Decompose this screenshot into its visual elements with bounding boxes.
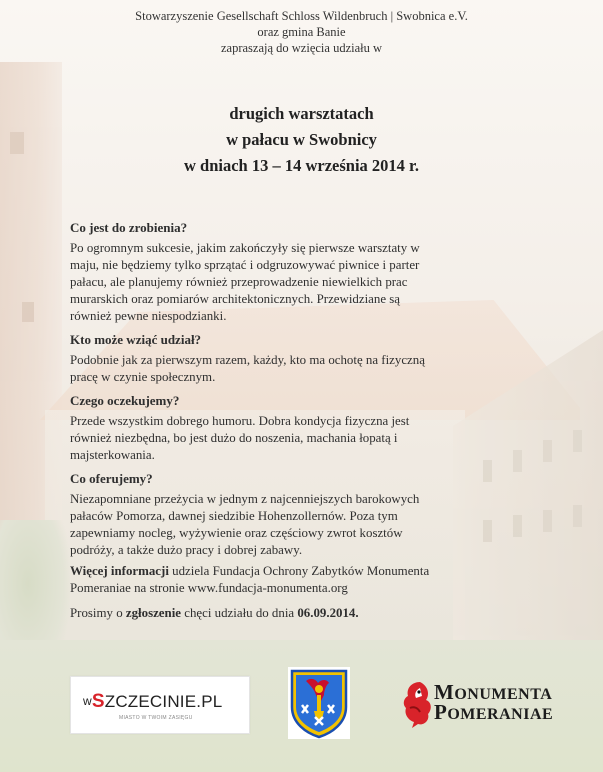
wszczecinie-rest: ZCZECINIE.PL xyxy=(104,692,223,711)
section-text xyxy=(70,352,518,386)
text-line: Po ogromnym sukcesie, jakim zakończyły się pierwsze warsztaty w xyxy=(70,241,420,255)
pomeraniae-cap: P xyxy=(434,700,448,724)
text-line: majsterkowania. xyxy=(70,448,155,462)
wszczecinie-prefix: w xyxy=(83,694,92,708)
section-heading: Kto może wziąć udział? xyxy=(70,332,202,347)
monumenta-pomeraniae-logo xyxy=(400,678,570,732)
registration-note xyxy=(70,605,518,622)
event-location-line: w pałacu w Swobnicy xyxy=(226,130,377,149)
section-heading: Co jest do zrobienia? xyxy=(70,220,188,235)
text-line: również pewne niespodzianki. xyxy=(70,309,227,323)
more-info xyxy=(70,563,518,597)
registration-deadline: 06.09.2014 xyxy=(297,606,356,620)
section-offer xyxy=(70,470,518,559)
section-text xyxy=(70,413,518,464)
section-text xyxy=(70,491,518,559)
section-todo xyxy=(70,219,518,325)
event-title-line: drugich warsztatach xyxy=(229,104,374,123)
section-heading: Co oferujemy? xyxy=(70,471,153,486)
section-heading: Czego oczekujemy? xyxy=(70,393,180,408)
text-line: pracę w czynie społecznym. xyxy=(70,370,216,384)
registration-prefix: Prosimy o xyxy=(70,606,126,620)
wszczecinie-s: S xyxy=(91,691,105,712)
text-line: zapewniamy nocleg, wyżywienie oraz częściowy zwrot kosztów xyxy=(70,526,403,540)
text-line: murarskich oraz pomiarów architektonicznych. Przewidziane są xyxy=(70,292,401,306)
section-expectations xyxy=(70,392,518,464)
text-line: Niezapomniane przeżycia w jednym z najcenniejszych barokowych xyxy=(70,492,420,506)
more-info-bold: Więcej informacji xyxy=(70,564,169,578)
event-title xyxy=(0,101,603,179)
wszczecinie-tagline: MIASTO W TWOIM ZASIĘGU xyxy=(119,715,193,721)
event-date-line: w dniach 13 – 14 września 2014 r. xyxy=(184,156,419,175)
griffin-icon xyxy=(400,678,434,730)
text-line: Przede wszystkim dobrego humoru. Dobra kondycja fizyczna jest xyxy=(70,414,410,428)
text-line: maju, nie będziemy tylko sprzątać i odgruzowywać piwnice i parter xyxy=(70,258,420,272)
text-line: pałaców Pomorza, dawnej siedzibie Hohenzollernów. Poza tym xyxy=(70,509,398,523)
registration-suffix: . xyxy=(355,606,359,620)
monumenta-cap: M xyxy=(434,680,455,704)
more-info-line xyxy=(70,563,518,580)
wszczecinie-wordmark xyxy=(83,691,222,713)
monumenta-rest: ONUMENTA xyxy=(454,686,553,703)
co-organizer-line: oraz gmina Banie xyxy=(257,25,346,39)
pomeraniae-rest: OMERANIAE xyxy=(447,706,554,723)
pomeraniae-word xyxy=(434,700,553,725)
wszczecinie-logo xyxy=(70,676,250,734)
coat-of-arms-icon xyxy=(288,667,350,739)
more-info-text: udziela Fundacja Ochrony Zabytków Monumenta xyxy=(168,564,430,578)
more-info-website: Pomeraniae na stronie www.fundacja-monumenta.org xyxy=(70,581,348,595)
section-text xyxy=(70,240,518,325)
text-line: również niezbędna, bo jest dużo do noszenia, machania łopatą i xyxy=(70,431,398,445)
organizer-line: Stowarzyszenie Gesellschaft Schloss Wildenbruch | Swobnica e.V. xyxy=(135,9,468,23)
text-line: podróży, a także dużo pracy i dobrej zabawy. xyxy=(70,543,303,557)
section-who xyxy=(70,331,518,386)
text-line: Podobnie jak za pierwszym razem, każdy, kto ma ochotę na fizyczną xyxy=(70,353,425,367)
invite-line: zapraszają do wzięcia udziału w xyxy=(220,41,383,55)
organizers-header xyxy=(0,8,603,56)
registration-bold: zgłoszenie xyxy=(125,606,182,620)
sponsor-logos xyxy=(0,664,603,744)
registration-middle: chęci udziału do dnia xyxy=(181,606,298,620)
flyer-body xyxy=(70,219,518,628)
text-line: pałacu, ale planujemy również przeprowadzenie niewielkich prac xyxy=(70,275,408,289)
